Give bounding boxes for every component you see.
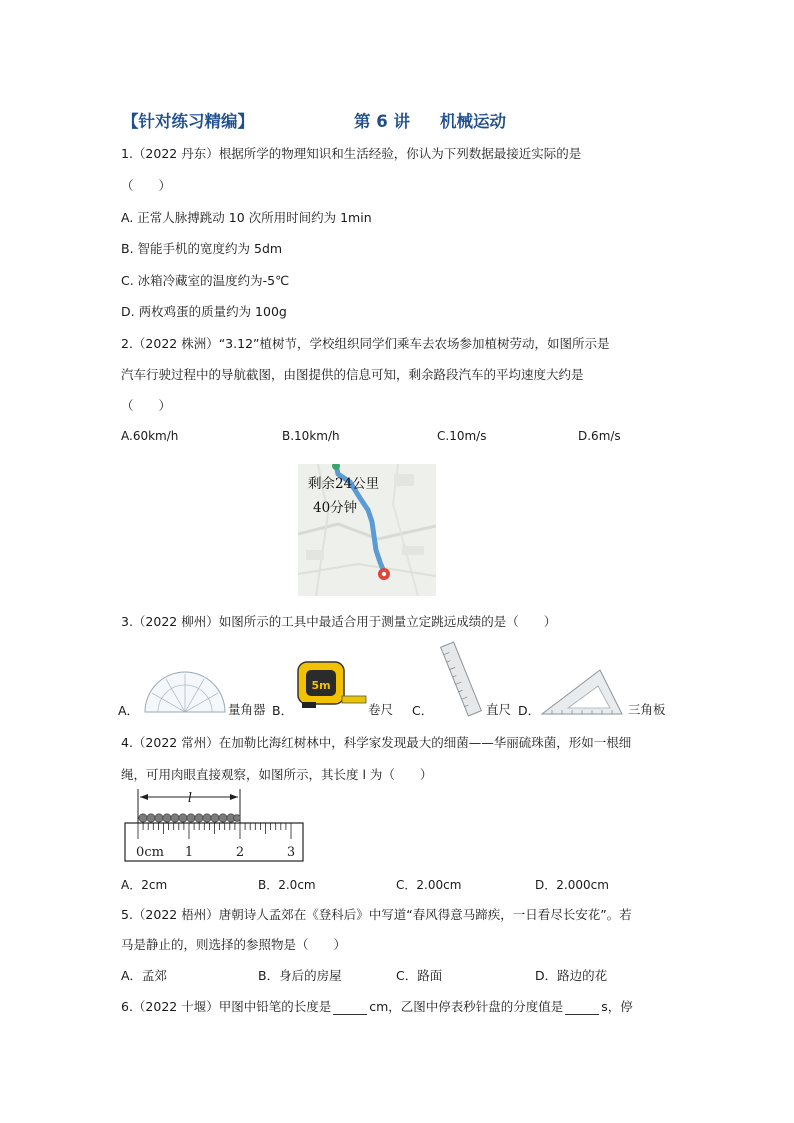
lecture-topic: 机械运动 [440, 112, 506, 131]
q5-option-a: A．孟郊 [121, 968, 168, 983]
tape-mark-text: 5m [311, 679, 331, 692]
ruler-tick-2: 2 [235, 845, 245, 860]
q2-stem-line1: 2.（2022 株洲）“3.12”植树节，学校组织同学们乘车去农场参加植树劳动，如图所示是 [121, 336, 610, 351]
q1-answer-paren: （ ） [121, 178, 172, 193]
q6-part3: s，停 [601, 999, 633, 1014]
q3-letter-b: B． [272, 703, 294, 718]
map-remaining-time: 40分钟 [313, 500, 358, 516]
map-remaining-distance: 剩余24公里 [308, 476, 380, 492]
lecture-number: 第 6 讲 [354, 112, 410, 131]
q3-letter-d: D． [518, 703, 541, 718]
q2-option-b: B.10km/h [282, 429, 340, 443]
q1-stem: 1.（2022 丹东）根据所学的物理知识和生活经验，你认为下列数据最接近实际的是 [121, 146, 582, 161]
q1-option-c: C. 冰箱冷藏室的温度约为-5℃ [121, 273, 290, 288]
section-tag: 【针对练习精编】 [122, 112, 254, 131]
set-square-icon [538, 664, 628, 718]
protractor-icon [142, 662, 228, 718]
q4-option-c: C．2.00cm [396, 878, 462, 892]
q4-stem-line1: 4.（2022 常州）在加勒比海红树林中，科学家发现最大的细菌——华丽硫珠菌，形如一根细 [121, 735, 632, 750]
q6-part2: cm，乙图中停表秒针盘的分度值是 [369, 999, 564, 1014]
q4-option-d: D．2.000cm [535, 878, 609, 892]
q2-option-c: C.10m/s [437, 429, 487, 443]
q1-option-b: B. 智能手机的宽度约为 5dm [121, 241, 283, 256]
q2-option-a: A.60km/h [121, 429, 179, 443]
q3-stem: 3.（2022 柳州）如图所示的工具中最适合用于测量立定跳远成绩的是（ ） [121, 614, 557, 629]
q6-stem [121, 999, 633, 1015]
q3-label-tape: 卷尺 [368, 702, 394, 717]
q4-option-b: B．2.0cm [258, 878, 316, 892]
q5-option-c: C．路面 [396, 968, 443, 983]
q2-stem-line2: 汽车行驶过程中的导航截图，由图提供的信息可知，剩余路段汽车的平均速度大约是 [121, 367, 584, 382]
q6-blank-stopwatch-division[interactable] [565, 1002, 599, 1015]
q6-blank-pencil-length[interactable] [333, 1002, 367, 1015]
tape-measure-icon [296, 658, 368, 714]
ruler-tick-0: 0cm [136, 845, 164, 860]
q3-label-ruler: 直尺 [486, 702, 512, 717]
q2-answer-paren: （ ） [121, 398, 172, 413]
q4-option-a: A．2cm [121, 878, 168, 892]
q2-option-d: D.6m/s [578, 429, 621, 443]
q5-option-d: D．路边的花 [535, 968, 608, 983]
q3-letter-c: C． [412, 703, 434, 718]
length-label: l [187, 791, 193, 806]
q6-part1: 6.（2022 十堰）甲图中铅笔的长度是 [121, 999, 332, 1014]
q5-stem-line2: 马是静止的，则选择的参照物是（ ） [121, 937, 347, 952]
ruler-icon [436, 640, 486, 718]
q5-option-b: B．身后的房屋 [258, 968, 342, 983]
q1-option-a: A. 正常人脉搏跳动 10 次所用时间约为 1min [121, 210, 372, 225]
ruler-tick-3: 3 [286, 845, 296, 860]
q3-letter-a: A． [118, 703, 140, 718]
q5-stem-line1: 5.（2022 梧州）唐朝诗人孟郊在《登科后》中写道“春风得意马蹄疾，一日看尽长安花”。若 [121, 907, 632, 922]
q3-label-protractor: 量角器 [228, 702, 266, 717]
ruler-tick-1: 1 [184, 845, 194, 860]
q4-stem-line2: 绳，可用肉眼直接观察，如图所示，其长度 l 为（ ） [121, 767, 433, 782]
q1-option-d: D. 两枚鸡蛋的质量约为 100g [121, 304, 287, 319]
navigation-map-screenshot [298, 464, 436, 596]
bacterium-ruler-figure [122, 787, 306, 863]
q3-label-set-square: 三角板 [628, 702, 666, 717]
